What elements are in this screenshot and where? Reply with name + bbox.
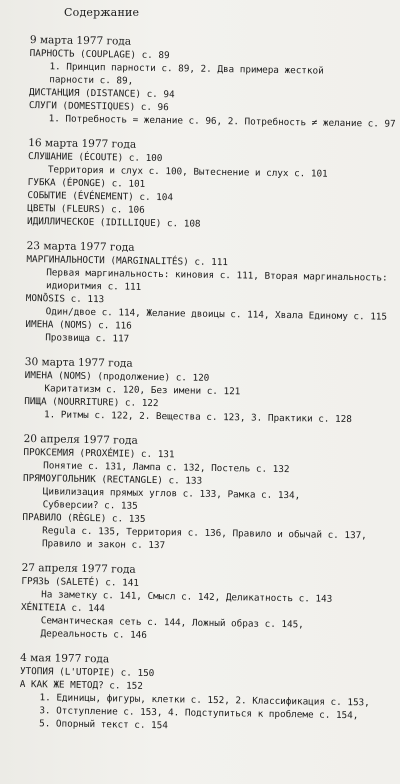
toc-subentry: 1. Единицы, фигуры, клетки с. 152, 2. Классификация с. 153,	[39, 692, 370, 709]
section-date: 20 апреля 1977 года	[23, 432, 138, 447]
toc-subentry: Дереальность с. 146	[40, 628, 148, 641]
toc-entry: XÉNITEIA с. 144	[20, 601, 106, 615]
toc-subentry: Субверсии? с. 135	[42, 499, 138, 512]
section-date: 23 марта 1977 года	[26, 239, 135, 254]
toc-section	[22, 433, 392, 556]
toc-entry: СЛУГИ (DOMESTIQUES) с. 96	[28, 99, 169, 114]
toc-entry: ГУБКА (ÉPONGE) с. 101	[27, 176, 146, 190]
toc-entry: СЛУШАНИЕ (ÉCOUTE) с. 100	[27, 150, 163, 165]
toc-subentry: 1. Принцип парности с. 89, 2. Два примера жесткой	[49, 61, 324, 77]
toc-entry: ПРЯМОУГОЛЬНИК (RECTANGLE) с. 133	[22, 472, 203, 487]
toc-section	[27, 137, 396, 234]
toc-section	[19, 652, 388, 736]
toc-subentry: 5. Опорный текст с. 154	[39, 718, 168, 732]
toc-subentry: парности с. 89,	[49, 74, 134, 87]
toc-entry: ПИЩА (NOURRITURE) с. 122	[24, 395, 159, 410]
toc-subentry: Цивилизация прямых углов с. 133, Рамка с. 134,	[42, 486, 301, 502]
toc-entry: А КАК ЖЕ МЕТОД? с. 152	[19, 678, 143, 692]
toc-entry: ДИСТАНЦИЯ (DISTANCE) с. 94	[28, 86, 175, 101]
toc-section	[25, 240, 395, 350]
toc-subentry: Первая маргинальность: киновия с. 111, Вторая маргинальность:	[46, 267, 388, 284]
toc-subentry: На заметку с. 141, Смысл с. 142, Деликатность с. 143	[41, 589, 333, 605]
toc-entry: MONŌSIS с. 113	[25, 292, 105, 306]
toc-subentry: Семантическая сеть с. 144, Ложный образ с. 145,	[40, 615, 304, 631]
section-date: 4 мая 1977 года	[20, 651, 110, 666]
toc-entry: ЦВЕТЫ (FLEURS) с. 106	[27, 202, 145, 216]
toc-entry: ИМЕНА (NOMS) с. 116	[25, 318, 132, 332]
toc-subentry: Каритатизм с. 120, Без имени с. 121	[44, 383, 241, 398]
toc-section	[29, 34, 398, 131]
section-date: 27 апреля 1977 года	[21, 561, 136, 576]
section-date: 16 марта 1977 года	[28, 136, 137, 151]
page-title: Содержание	[64, 6, 140, 19]
section-date: 9 марта 1977 года	[29, 34, 132, 48]
toc-subentry: 3. Отступление с. 153, 4. Подступиться к проблеме с. 154,	[39, 705, 359, 722]
toc-subentry: Regula с. 135, Территория с. 136, Правило и обычай с. 137,	[42, 525, 367, 542]
toc-entry: ПАРНОСТЬ (COUPLAGE) с. 89	[29, 47, 170, 62]
toc-subentry: Прозвища с. 117	[45, 332, 130, 345]
toc-subentry: Один/двое с. 114, Желание двоицы с. 114, Хвала Единому с. 115	[45, 306, 388, 323]
toc-section	[24, 356, 393, 427]
toc-subentry: идиоритмия с. 111	[45, 280, 142, 293]
toc-subentry: Правило и закон с. 137	[41, 538, 166, 552]
toc-entry: ГРЯЗЬ (SALETÉ) с. 141	[21, 575, 140, 589]
toc-entry: ИДИЛЛИЧЕСКОЕ (IDILLIQUE) с. 108	[26, 215, 201, 230]
toc-entry: ИМЕНА (NOMS) (продолжение) с. 120	[24, 369, 210, 384]
toc-subentry: 1. Ритмы с. 122, 2. Вещества с. 123, 3. Практики с. 128	[43, 409, 352, 426]
toc-subentry: 1. Потребность = желание с. 96, 2. Потребность ≠ желание с. 97	[48, 113, 396, 130]
toc-entry: УТОПИЯ (L'UTOPIE) с. 150	[19, 665, 155, 680]
toc-subentry: Территория и слух с. 100, Вытеснение и слух с. 101	[47, 164, 328, 180]
section-date: 30 марта 1977 года	[24, 355, 133, 370]
toc-entry: ПРАВИЛО (RÈGLE) с. 135	[22, 511, 146, 525]
toc-section	[20, 562, 389, 646]
toc-entry: ПРОКСЕМИЯ (PROXÉMIE) с. 131	[23, 446, 175, 461]
toc-subentry: Понятие с. 131, Лампа с. 132, Постель с. 132	[43, 460, 290, 476]
table-of-contents	[19, 34, 398, 748]
toc-entry: СОБЫТИЕ (ÉVÉNEMENT) с. 104	[27, 189, 174, 204]
toc-entry: МАРГИНАЛЬНОСТИ (MARGINALITÉS) с. 111	[26, 253, 229, 269]
